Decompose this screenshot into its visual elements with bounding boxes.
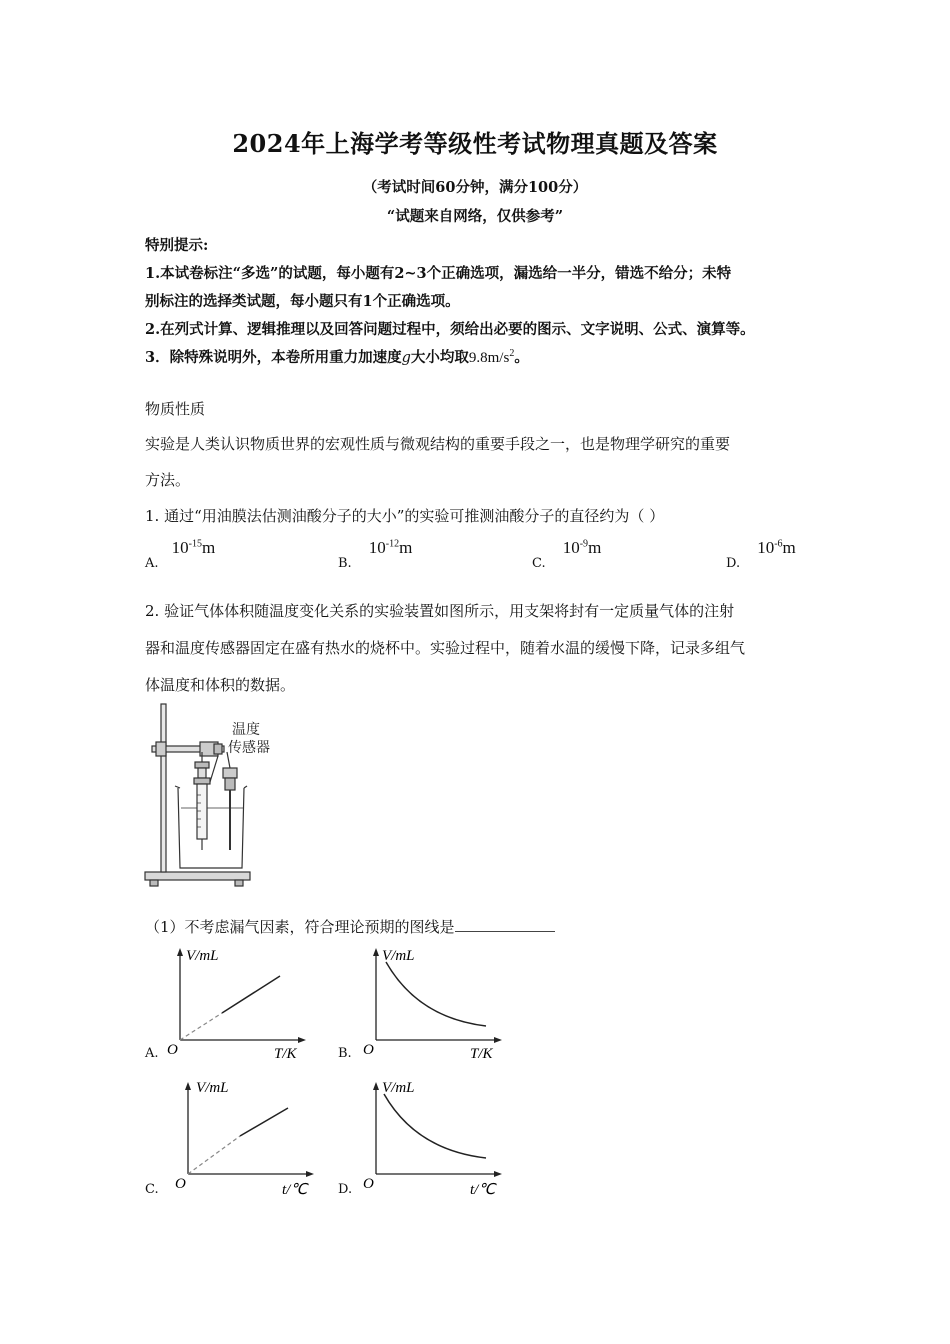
graph-c-label[interactable]: C. <box>145 1182 159 1197</box>
graph-a-label[interactable]: A. <box>145 1046 159 1061</box>
tip-3 <box>145 346 529 367</box>
tip-3-prefix: 3．除特殊说明外，本卷所用重力加速度 <box>145 349 402 366</box>
gravity-symbol: g <box>401 350 411 366</box>
apparatus-figure <box>140 700 290 890</box>
tips-heading: 特别提示: <box>145 237 209 254</box>
graph-d-y-axis: V/mL <box>382 1080 415 1096</box>
graph-d-label[interactable]: D. <box>338 1182 353 1197</box>
gravity-value: $9.8m/s^2$ <box>468 348 515 366</box>
graph-a[interactable] <box>162 940 312 1065</box>
q1-option-d[interactable]: $_{D.}$ $10^{-6}m$ <box>726 538 796 571</box>
exam-info: （考试时间60分钟，满分100分） <box>362 179 588 196</box>
q1-option-b[interactable]: $_{B.}$ $10^{-12}m$ <box>338 538 413 571</box>
q2-stem-line-2: 器和温度传感器固定在盛有热水的烧杯中。实验过程中，随着水温的缓慢下降，记录多组气 <box>145 639 746 657</box>
section-intro-line-1: 实验是人类认识物质世界的宏观性质与微观结构的重要手段之一，也是物理学研究的重要 <box>145 435 731 453</box>
graph-d-x-axis: t/℃ <box>470 1182 496 1198</box>
graph-b[interactable] <box>358 940 508 1065</box>
q2-sub1: （1）不考虑漏气因素，符合理论预期的图线是 <box>145 916 555 937</box>
tip-3-end: 。 <box>514 349 529 366</box>
answer-blank[interactable] <box>455 917 555 932</box>
graph-b-label[interactable]: B. <box>338 1046 352 1061</box>
graph-b-y-axis: V/mL <box>382 948 415 964</box>
page-title: 2024年上海学考等级性考试物理真题及答案 <box>232 129 718 158</box>
graph-b-x-axis: T/K <box>470 1046 493 1062</box>
tip-3-mid: 大小均取 <box>410 349 469 366</box>
q2-stem-line-1: 2. 验证气体体积随温度变化关系的实验装置如图所示，用支架将封有一定质量气体的注射 <box>145 602 735 620</box>
source-note: “试题来自网络，仅供参考” <box>386 208 564 225</box>
graph-a-x-axis: T/K <box>274 1046 297 1062</box>
tip-1-line-2: 别标注的选择类试题，每小题只有1个正确选项。 <box>145 293 460 310</box>
sensor-label-1: 温度 <box>232 722 260 738</box>
graph-d-origin: O <box>363 1176 374 1192</box>
graph-c-origin: O <box>175 1176 186 1192</box>
q1-stem: 1. 通过“用油膜法估测油酸分子的大小”的实验可推测油酸分子的直径约为（ ） <box>145 507 665 525</box>
graph-c-x-axis: t/℃ <box>282 1182 308 1198</box>
graph-a-y-axis: V/mL <box>186 948 219 964</box>
tip-2: 2.在列式计算、逻辑推理以及回答问题过程中，须给出必要的图示、文字说明、公式、演算等。 <box>145 321 755 338</box>
q1-option-a[interactable]: $_{A.}$ $10^{-15}m$ <box>145 538 216 571</box>
graph-c-y-axis: V/mL <box>196 1080 229 1096</box>
graph-a-origin: O <box>167 1042 178 1058</box>
graph-d[interactable] <box>358 1074 508 1199</box>
graph-b-origin: O <box>363 1042 374 1058</box>
q1-option-c[interactable]: $_{C.}$ $10^{-9}m$ <box>532 538 602 571</box>
graph-c[interactable] <box>170 1074 320 1199</box>
tip-1-line-1: 1.本试卷标注“多选”的试题，每小题有2~3个正确选项，漏选给一半分，错选不给分；未特 <box>145 265 732 282</box>
section-intro-line-2: 方法。 <box>145 471 191 489</box>
section-heading: 物质性质 <box>145 400 206 418</box>
q2-stem-line-3: 体温度和体积的数据。 <box>145 676 296 694</box>
sensor-label-2: 传感器 <box>228 740 270 756</box>
